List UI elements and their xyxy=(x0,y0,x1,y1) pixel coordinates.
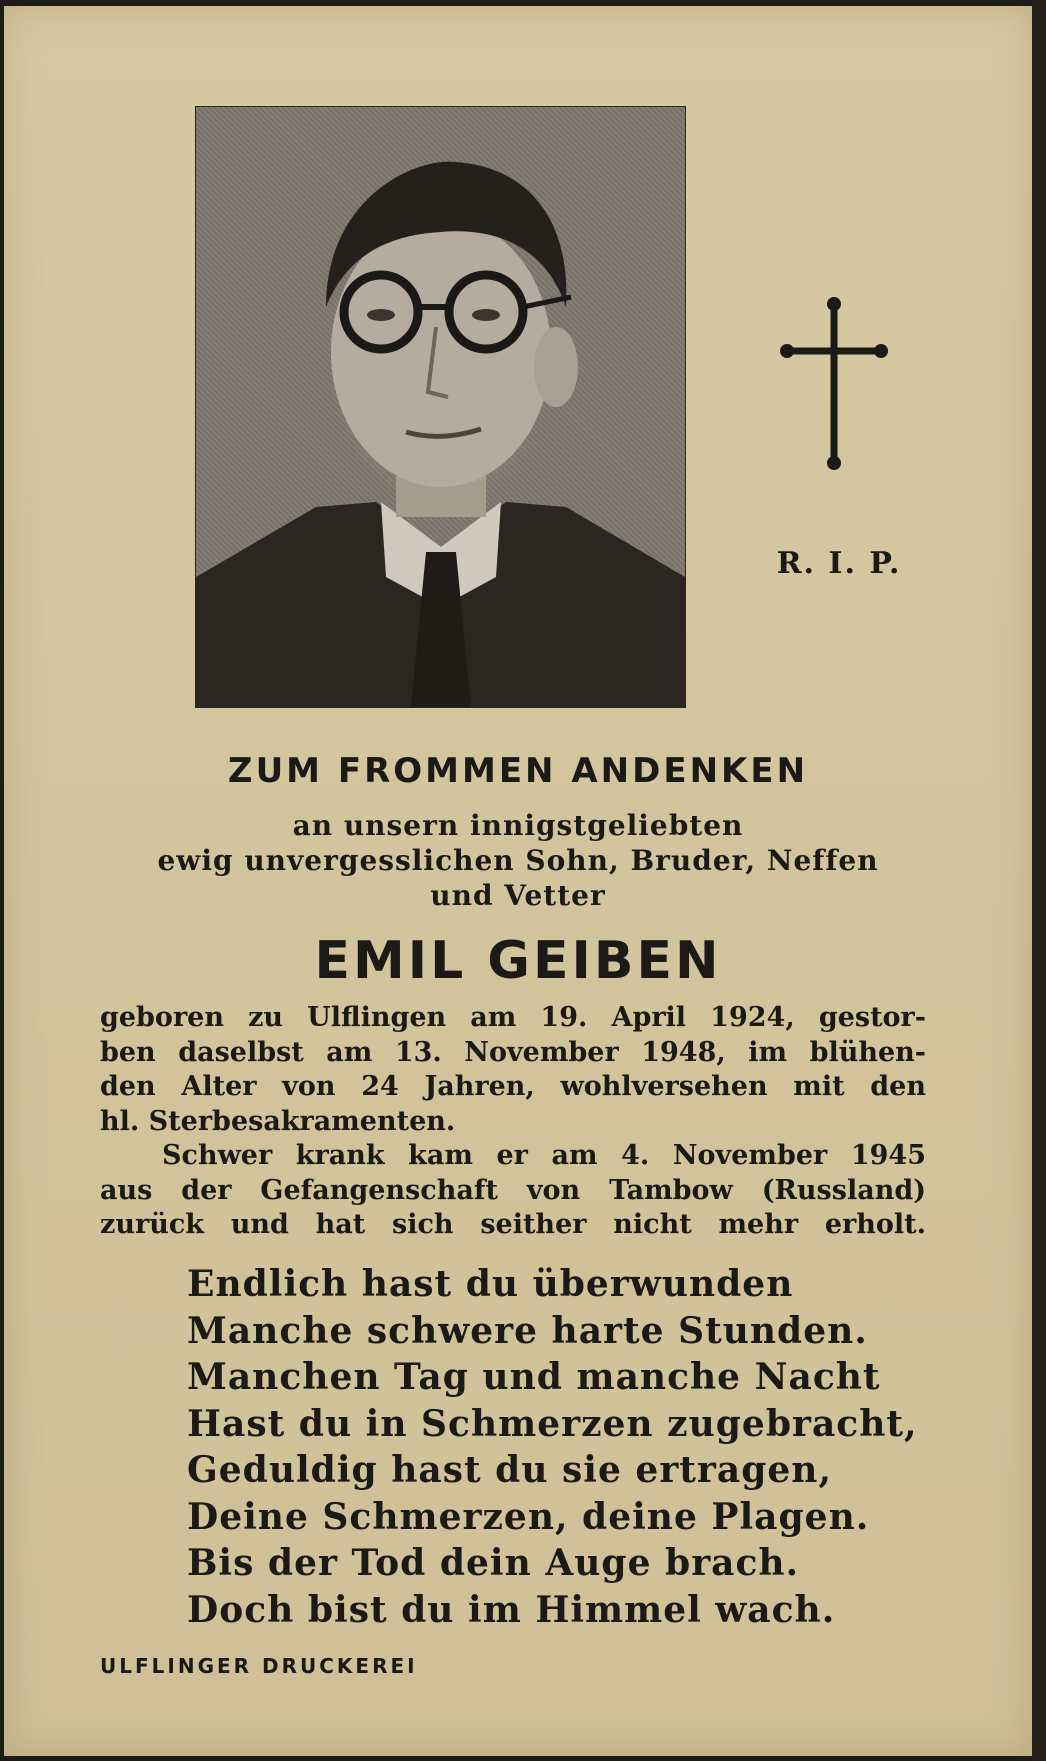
dedication-line: an unsern innigstgeliebten xyxy=(292,809,744,842)
biography-line: hl. Sterbesakramenten. xyxy=(100,1105,456,1137)
memorial-card xyxy=(4,6,1032,1756)
rip-label: R. I. P. xyxy=(776,546,902,581)
poem-line: Manche schwere harte Stunden. xyxy=(187,1309,868,1352)
poem-line: Bis der Tod dein Auge brach. xyxy=(187,1542,800,1584)
printer-imprint: ULFLINGER DRUCKEREI xyxy=(100,1654,418,1678)
poem-line: Doch bist du im Himmel wach. xyxy=(187,1588,836,1631)
portrait-photo xyxy=(195,106,686,708)
poem-line: Geduldig hast du sie ertragen, xyxy=(187,1449,832,1491)
dedication-line: ewig unvergesslichen Sohn, Bruder, Neffen xyxy=(157,844,879,877)
dedication-line: und Vetter xyxy=(430,879,606,912)
poem-line: Manchen Tag und manche Nacht xyxy=(187,1356,881,1398)
memorial-heading: ZUM FROMMEN ANDENKEN xyxy=(227,751,809,791)
biography-line: zurück und hat sich seither nicht mehr erholt. xyxy=(100,1209,926,1240)
deceased-name: EMIL GEIBEN xyxy=(314,931,722,991)
biography xyxy=(100,1001,926,1243)
card-frame-edge xyxy=(1032,0,1046,1761)
biography-line: Schwer krank kam er am 4. November 1945 xyxy=(162,1140,926,1171)
poem-line: Deine Schmerzen, deine Plagen. xyxy=(187,1495,870,1538)
poem xyxy=(187,1261,918,1633)
biography-line: ben daselbst am 13. November 1948, im blühen- xyxy=(100,1036,926,1068)
biography-line: geboren zu Ulflingen am 19. April 1924, gestor- xyxy=(100,1002,926,1033)
dedication xyxy=(4,808,1032,913)
biography-line: den Alter von 24 Jahren, wohlversehen mit den xyxy=(100,1071,926,1102)
poem-line: Hast du in Schmerzen zugebracht, xyxy=(187,1402,918,1445)
poem-line: Endlich hast du überwunden xyxy=(187,1263,794,1305)
biography-line: aus der Gefangenschaft von Tambow (Russland) xyxy=(100,1174,926,1206)
latin-cross-icon xyxy=(779,296,889,471)
